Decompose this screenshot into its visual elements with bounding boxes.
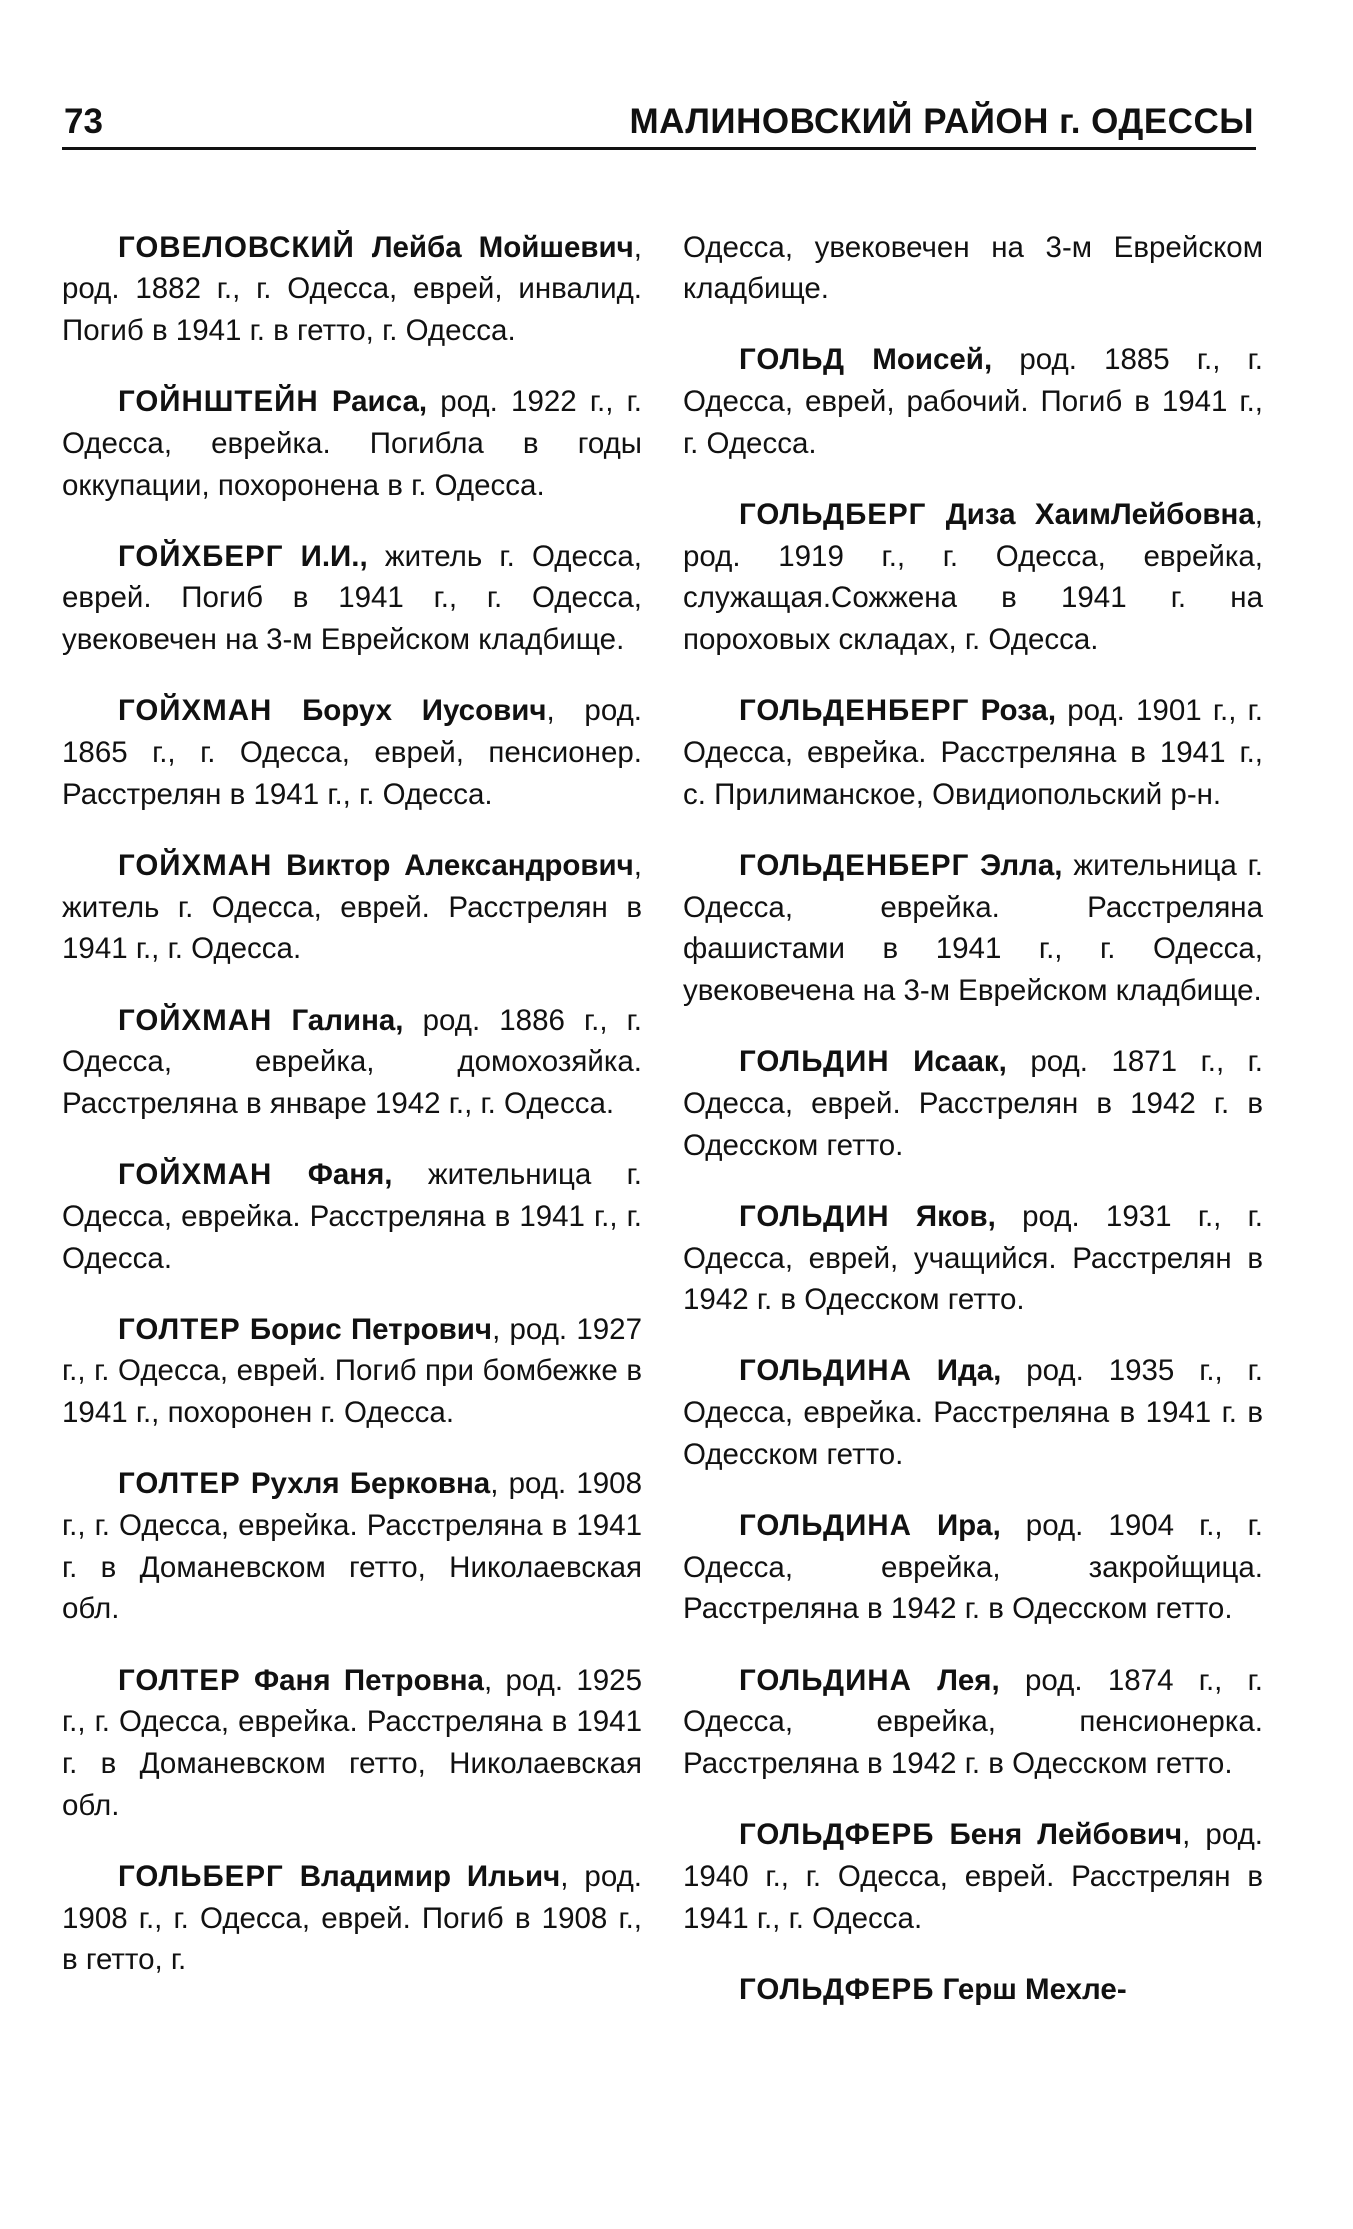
entry-text: род. 1885 г., г. Одесса, еврей, рабочий. Погиб в 1941 г., г. Одесса. <box>683 343 1263 460</box>
entry-text: , род. 1882 г., г. Одесса, еврей, инвалид. Погиб в 1941 г. в гетто, г. Одесса. <box>62 230 642 347</box>
entry-given-name: Борух Иусович <box>302 694 547 728</box>
entry-given-name: Лейба Мойшевич <box>371 230 634 264</box>
entry-text: род. 1886 г., г. Одесса, еврейка, домохозяйка. Расстреляна в январе 1942 г., г. Одесса. <box>62 1003 643 1120</box>
entry <box>683 1660 1263 1785</box>
entry-text: род. 1874 г., г. Одесса, еврейка, пенсионерка. Расстреляна в 1942 г. в Одесском гетто. <box>683 1663 1263 1781</box>
entry-text: , род. 1865 г., г. Одесса, еврей, пенсионер. Расстрелян в 1941 г., г. Одесса. <box>62 694 643 811</box>
page-header <box>64 100 1254 144</box>
entry-text: жительница г. Одесса, еврейка. Расстреляна в 1941 г., г. Одесса. <box>62 1158 642 1275</box>
entry-surname: ГОЛЬДФЕРБ <box>739 1818 935 1852</box>
entry-text: род. 1935 г., г. Одесса, еврейка. Расстреляна в 1941 г. в Одесском гетто. <box>683 1354 1264 1471</box>
entry-text: , род. 1927 г., г. Одесса, еврей. Погиб при бомбежке в 1941 г., похоронен г. Одесса. <box>62 1312 642 1430</box>
entry <box>683 1350 1263 1475</box>
entry <box>683 1196 1263 1321</box>
entry-given-name: Фаня Петровна <box>253 1663 484 1697</box>
running-title: МАЛИНОВСКИЙ РАЙОН г. ОДЕССЫ <box>629 102 1254 141</box>
entry-given-name: Герш Мехле- <box>942 1972 1127 2006</box>
entry <box>62 690 642 815</box>
entry <box>62 1463 642 1630</box>
entry-surname: ГОЙХМАН <box>118 1003 273 1037</box>
entry-surname: ГОЛЬДИНА <box>739 1509 912 1543</box>
entry-given-name: Исаак, <box>913 1045 1007 1079</box>
entry-surname: ГОЛЬДИНА <box>739 1354 912 1388</box>
entry-text: род. 1901 г., г. Одесса, еврейка. Расстреляна в 1941 г., с. Прилиманское, Овидиопольский р-н. <box>683 694 1263 811</box>
entry-text: житель г. Одесса, еврей. Погиб в 1941 г., г. Одесса, увековечен на 3-м Еврейском кладбище. <box>62 539 642 657</box>
entry-surname: ГОЙНШТЕЙН <box>118 385 319 419</box>
entry-surname: ГОЛЬБЕРГ <box>118 1860 284 1893</box>
entry <box>683 494 1263 661</box>
entry-given-name: Моисей, <box>872 343 993 377</box>
entry-text: , род. 1919 г., г. Одесса, еврейка, служащая.Сожжена в 1941 г. на пороховых складах, г. Одесса. <box>683 498 1263 657</box>
entry-surname: ГОЛТЕР <box>118 1312 241 1346</box>
entry <box>683 1814 1263 1939</box>
entry-given-name: Яков, <box>915 1199 996 1233</box>
entry-given-name: Борис Петрович <box>249 1312 493 1346</box>
entry-surname: ГОЛЬДИН <box>739 1045 890 1079</box>
entry-given-name: Раиса, <box>331 385 428 419</box>
entry <box>683 1041 1263 1166</box>
header-rule <box>62 147 1256 150</box>
left-column <box>62 197 642 1993</box>
entry <box>62 1309 642 1434</box>
entry-given-name: Роза, <box>980 694 1057 728</box>
entry-text: , род. 1908 г., г. Одесса, еврей. Погиб в 1908 г., в гетто, г. <box>62 1860 643 1977</box>
entry <box>62 1154 642 1279</box>
page-number: 73 <box>64 102 103 141</box>
entry <box>683 845 1263 1012</box>
entry-given-name: И.И., <box>300 539 368 573</box>
entry <box>62 1000 642 1125</box>
entry-text: , житель г. Одесса, еврей. Расстрелян в 1941 г., г. Одесса. <box>62 848 642 966</box>
entry-surname: ГОЙХМАН <box>118 1158 273 1192</box>
right-column <box>683 197 1263 2023</box>
entry <box>62 1660 642 1827</box>
entry-surname: ГОЛЬДФЕРБ <box>739 1972 935 2006</box>
entry-text: род. 1871 г., г. Одесса, еврей. Расстрелян в 1942 г. в Одесском гетто. <box>683 1045 1263 1162</box>
entry-surname: ГОЛЬДИН <box>739 1199 890 1233</box>
entry <box>62 227 642 352</box>
entry-surname: ГОВЕЛОВСКИЙ <box>118 230 355 264</box>
entry-given-name: Диза ХаимЛейбовна <box>945 498 1255 532</box>
entry <box>683 690 1263 815</box>
entry <box>62 381 642 506</box>
entry-given-name: Ида, <box>936 1354 1002 1388</box>
entry-text: род. 1904 г., г. Одесса, еврейка, закройщица. Расстреляна в 1942 г. в Одесском гетто. <box>683 1509 1264 1626</box>
entry-given-name: Лея, <box>937 1663 1000 1697</box>
entry-text: , род. 1940 г., г. Одесса, еврей. Расстрелян в 1941 г., г. Одесса. <box>683 1818 1264 1935</box>
entry <box>683 1969 1263 2011</box>
entry-surname: ГОЛЬДЕНБЕРГ <box>739 848 970 882</box>
entry-text: , род. 1925 г., г. Одесса, еврейка. Расстреляна в 1941 г. в Доманевском гетто, Николаевская обл. <box>62 1663 642 1822</box>
entry <box>62 536 642 661</box>
entry-surname: ГОЛЬД <box>739 343 846 377</box>
entry-given-name: Рухля Берковна <box>250 1467 491 1501</box>
entry <box>62 845 642 970</box>
entry <box>683 1505 1263 1630</box>
entry-surname: ГОЛТЕР <box>118 1663 241 1697</box>
entry-surname: ГОЛТЕР <box>118 1467 241 1501</box>
entry-text: род. 1922 г., г. Одесса, еврейка. Погибла в годы оккупации, похоронена в г. Одесса. <box>62 385 643 502</box>
entry-given-name: Виктор Александрович <box>286 848 634 882</box>
entry <box>62 1856 642 1981</box>
entry-surname: ГОЙХБЕРГ <box>118 539 284 573</box>
entry-given-name: Галина, <box>291 1003 404 1037</box>
entry-given-name: Владимир Ильич <box>299 1860 561 1893</box>
entry <box>683 339 1263 464</box>
entry-surname: ГОЛЬДИНА <box>739 1663 912 1697</box>
entry-given-name: Беня Лейбович <box>949 1818 1183 1852</box>
entry-text: жительница г. Одесса, еврейка. Расстреляна фашистами в 1941 г., г. Одесса, увековечена на 3-м Еврейском кладбище. <box>683 848 1263 1008</box>
entry-surname: ГОЛЬДБЕРГ <box>739 498 927 532</box>
entry-surname: ГОЛЬДЕНБЕРГ <box>739 694 970 728</box>
entry-given-name: Элла, <box>980 848 1063 882</box>
entry-surname: ГОЙХМАН <box>118 848 273 882</box>
entry-given-name: Ира, <box>936 1509 1001 1543</box>
entry-text: род. 1931 г., г. Одесса, еврей, учащийся. Расстрелян в 1942 г. в Одесском гетто. <box>683 1199 1264 1317</box>
entry-given-name: Фаня, <box>307 1158 393 1192</box>
entry-text: , род. 1908 г., г. Одесса, еврейка. Расстреляна в 1941 г. в Доманевском гетто, Николаевская обл. <box>62 1467 642 1626</box>
entry-continuation: Одесса, увековечен на 3-м Еврейском кладбище. <box>683 230 1263 306</box>
entry-surname: ГОЙХМАН <box>118 694 273 728</box>
